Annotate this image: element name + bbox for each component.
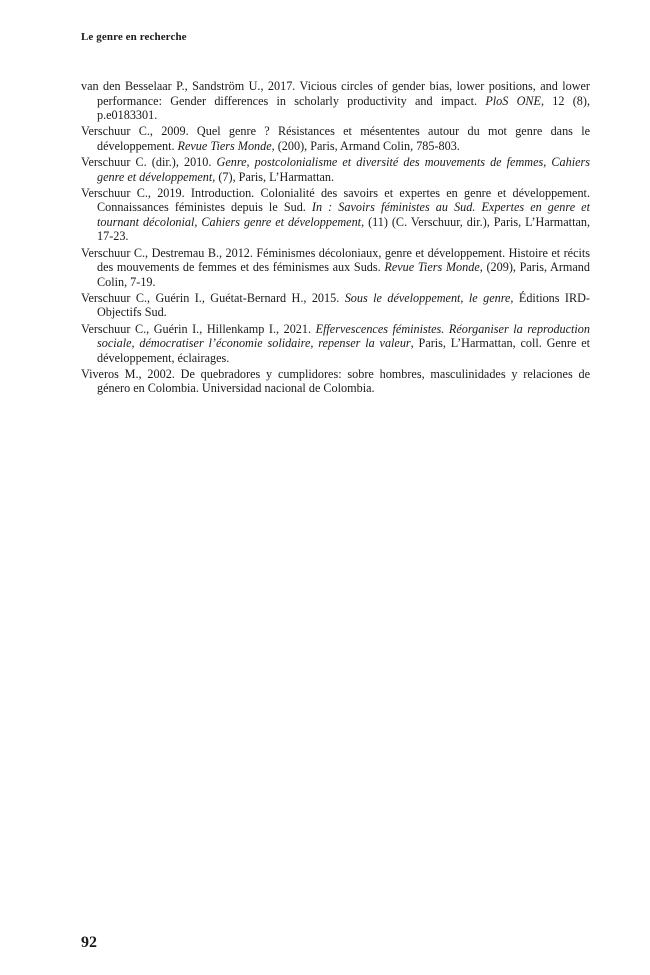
reference-text: Verschuur C. (dir.), 2010. [81,154,217,169]
reference-entry [81,367,590,396]
reference-title: Effervescences féministes. Réorganiser la reproduction sociale, démocratiser l’économie solidaire, repenser la valeur [97,321,590,351]
reference-entry [81,291,590,320]
reference-entry [81,155,590,184]
reference-entry [81,186,590,244]
reference-text: Verschuur C., Destremau B., 2012. Féminismes décoloniaux, genre et développement. Histoire et récits des mouvements de femmes et des féminismes aux Suds. [81,245,590,275]
page-number: 92 [81,934,97,951]
reference-text: Verschuur C., Guérin I., Guétat-Bernard H., 2015. [81,290,345,305]
reference-title: Revue Tiers Monde [384,260,480,275]
reference-text: , (200), Paris, Armand Colin, 785-803. [271,138,460,153]
reference-text: , 12 (8), p.e0183301. [97,93,590,123]
reference-text: Viveros M., 2002. De quebradores y cumplidores: sobre hombres, masculinidades y relaciones de género en Colombia. Universidad nacional de Colombia. [81,366,590,396]
reference-entry [81,124,590,153]
reference-text: Verschuur C., Guérin I., Hillenkamp I., 2021. [81,321,316,336]
reference-text: , Paris, L’Harmattan, coll. Genre et développement, éclairages. [97,336,590,365]
running-header: Le genre en recherche [81,31,187,43]
reference-title: Genre, postcolonialisme et diversité des mouvements de femmes, Cahiers genre et développement [97,154,590,184]
reference-title: Revue Tiers Monde [177,138,272,153]
reference-text: , (7), Paris, L’Harmattan. [212,169,335,184]
reference-text: , (209), Paris, Armand Colin, 7-19. [97,260,590,289]
reference-text: Verschuur C., 2009. Quel genre ? Résistances et mésententes autour du mot genre dans le développement. [81,124,590,153]
reference-title: PloS ONE [485,93,541,108]
reference-title: Sous le développement, le genre, [344,290,514,305]
reference-text: van den Besselaar P., Sandström U., 2017. Vicious circles of gender bias, lower positions, and lower performance: Gender differences in scholarly productivity and impact. [81,79,590,108]
reference-entry [81,322,590,366]
reference-entry [81,246,590,290]
bibliography-list [81,79,590,397]
reference-entry [81,79,590,123]
reference-text: Éditions IRD-Objectifs Sud. [97,290,590,320]
reference-title: In : Savoirs féministes au Sud. Expertes en genre et tournant décolonial, Cahiers genre et développement [97,200,590,229]
reference-text: Verschuur C., 2019. Introduction. Colonialité des savoirs et expertes en genre et développement. Connaissances féministes depuis le Sud. [81,185,590,215]
reference-text: , (11) (C. Verschuur, dir.), Paris, L’Harmattan, 17-23. [97,214,590,244]
